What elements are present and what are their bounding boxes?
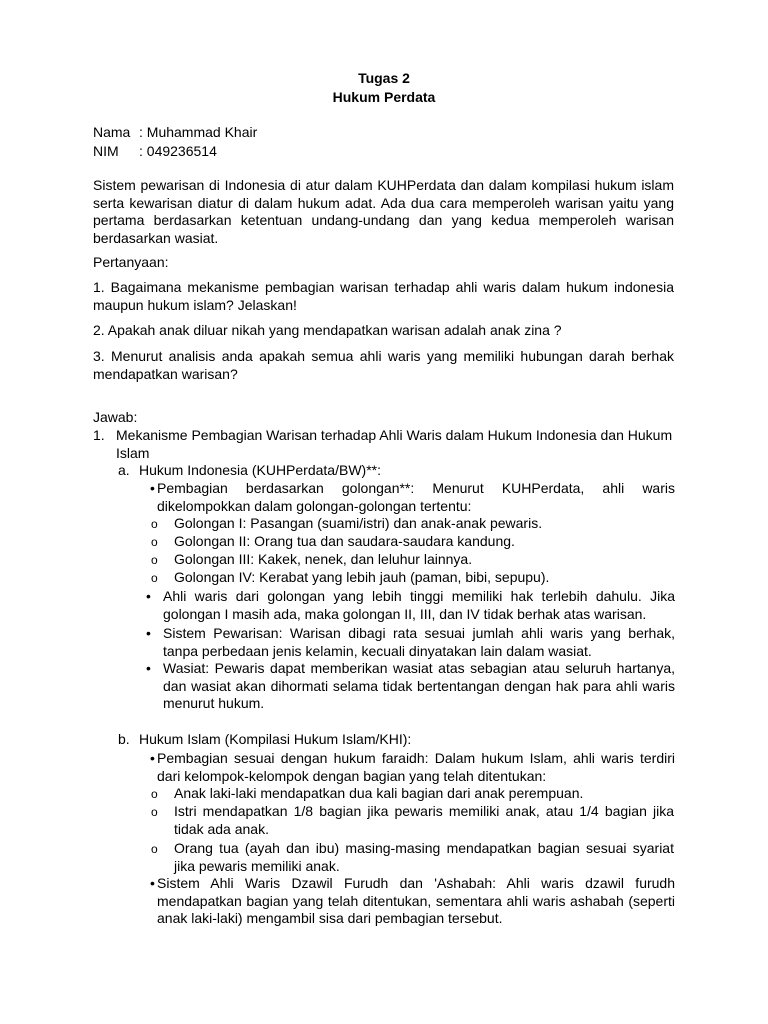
bullet-icon: • — [150, 750, 155, 766]
student-name-row — [93, 124, 257, 140]
sub-bullet-icon: o — [151, 787, 158, 801]
golongan-4: Golongan IV: Kerabat yang lebih jauh (paman, bibi, sepupu). — [174, 569, 550, 585]
faraidh-1: Anak laki-laki mendapatkan dua kali bagian dari anak perempuan. — [174, 785, 584, 801]
sub-bullet-icon: o — [151, 535, 158, 549]
bullet-icon: • — [146, 660, 151, 676]
sub-bullet-icon: o — [151, 571, 158, 585]
sub-bullet-icon: o — [151, 842, 158, 856]
a-bullet-3: Sistem Pewarisan: Warisan dibagi rata sesuai jumlah ahli waris yang berhak, tanpa perbedaan jenis kelamin, kecuali dinyatakan lain dalam wasiat. — [163, 625, 675, 659]
bullet-icon: • — [150, 875, 155, 891]
nim-label: NIM — [93, 143, 119, 159]
answer-label: Jawab: — [93, 409, 138, 425]
document-subtitle: Hukum Perdata — [332, 89, 436, 105]
answer-item-1-text: Mekanisme Pembagian Warisan terhadap Ahli Waris dalam Hukum Indonesia dan Hukum Islam — [116, 427, 673, 461]
name-label: Nama — [93, 124, 131, 140]
intro-paragraph: Sistem pewarisan di Indonesia di atur dalam KUHPerdata dan dalam kompilasi hukum islam serta kewarisan diatur di dalam hukum adat. Ada dua cara memperoleh warisan yaitu yang pertama berdasarkan ketentuan undang-undang dan yang kedua memperoleh warisan berdasarkan wasiat. — [93, 177, 674, 246]
bullet-icon: • — [146, 588, 151, 604]
question-1: 1. Bagaimana mekanisme pembagian warisan terhadap ahli waris dalam hukum indonesia maupun hukum islam? Jelaskan! — [93, 279, 674, 313]
golongan-3: Golongan III: Kakek, nenek, dan leluhur lainnya. — [174, 551, 473, 567]
faraidh-2: Istri mendapatkan 1/8 bagian jika pewaris memiliki anak, atau 1/4 bagian jika tidak ada anak. — [174, 803, 674, 837]
b-bullet-1: Pembagian sesuai dengan hukum faraidh: Dalam hukum Islam, ahli waris terdiri dari kelompok-kelompok dengan bagian yang telah ditentukan: — [157, 750, 675, 784]
questions-label: Pertanyaan: — [93, 254, 169, 270]
sub-a-heading: Hukum Indonesia (KUHPerdata/BW)**: — [139, 462, 381, 478]
a-bullet-2: Ahli waris dari golongan yang lebih tinggi memiliki hak terlebih dahulu. Jika golongan I masih ada, maka golongan II, III, dan IV tidak berhak atas warisan. — [163, 588, 675, 622]
a-bullet-4: Wasiat: Pewaris dapat memberikan wasiat atas sebagian atau seluruh hartanya, dan wasiat akan dihormati selama tidak bertentangan dengan hak para ahli waris menurut hukum. — [163, 660, 675, 712]
nim-value: : 049236514 — [139, 143, 217, 159]
a-bullet-1: Pembagian berdasarkan golongan**: Menurut KUHPerdata, ahli waris dikelompokkan dalam golongan-golongan tertentu: — [157, 480, 675, 514]
bullet-icon: • — [150, 480, 155, 496]
answer-item-1-number: 1. — [93, 427, 105, 443]
question-3: 3. Menurut analisis anda apakah semua ahli waris yang memiliki hubungan darah berhak mendapatkan warisan? — [93, 348, 674, 382]
sub-bullet-icon: o — [151, 553, 158, 567]
golongan-2: Golongan II: Orang tua dan saudara-saudara kandung. — [174, 533, 515, 549]
student-nim-row — [93, 143, 217, 159]
b-bullet-2: Sistem Ahli Waris Dzawil Furudh dan 'Ashabah: Ahli waris dzawil furudh mendapatkan bagian yang telah ditentukan, sementara ahli waris ashabah (seperti anak laki-laki) mengambil sisa dari pembagian tersebut. — [157, 875, 675, 927]
sub-b-heading: Hukum Islam (Kompilasi Hukum Islam/KHI): — [139, 731, 412, 747]
faraidh-3: Orang tua (ayah dan ibu) masing-masing mendapatkan bagian sesuai syariat jika pewaris memiliki anak. — [174, 840, 674, 874]
bullet-icon: • — [146, 625, 151, 641]
document-title: Tugas 2 — [358, 70, 410, 86]
name-value: : Muhammad Khair — [139, 124, 258, 140]
golongan-1: Golongan I: Pasangan (suami/istri) dan anak-anak pewaris. — [174, 515, 543, 531]
sub-bullet-icon: o — [151, 805, 158, 819]
sub-a-number: a. — [118, 462, 130, 478]
sub-bullet-icon: o — [151, 517, 158, 531]
sub-b-number: b. — [118, 731, 130, 747]
question-2: 2. Apakah anak diluar nikah yang mendapatkan warisan adalah anak zina ? — [93, 322, 562, 338]
